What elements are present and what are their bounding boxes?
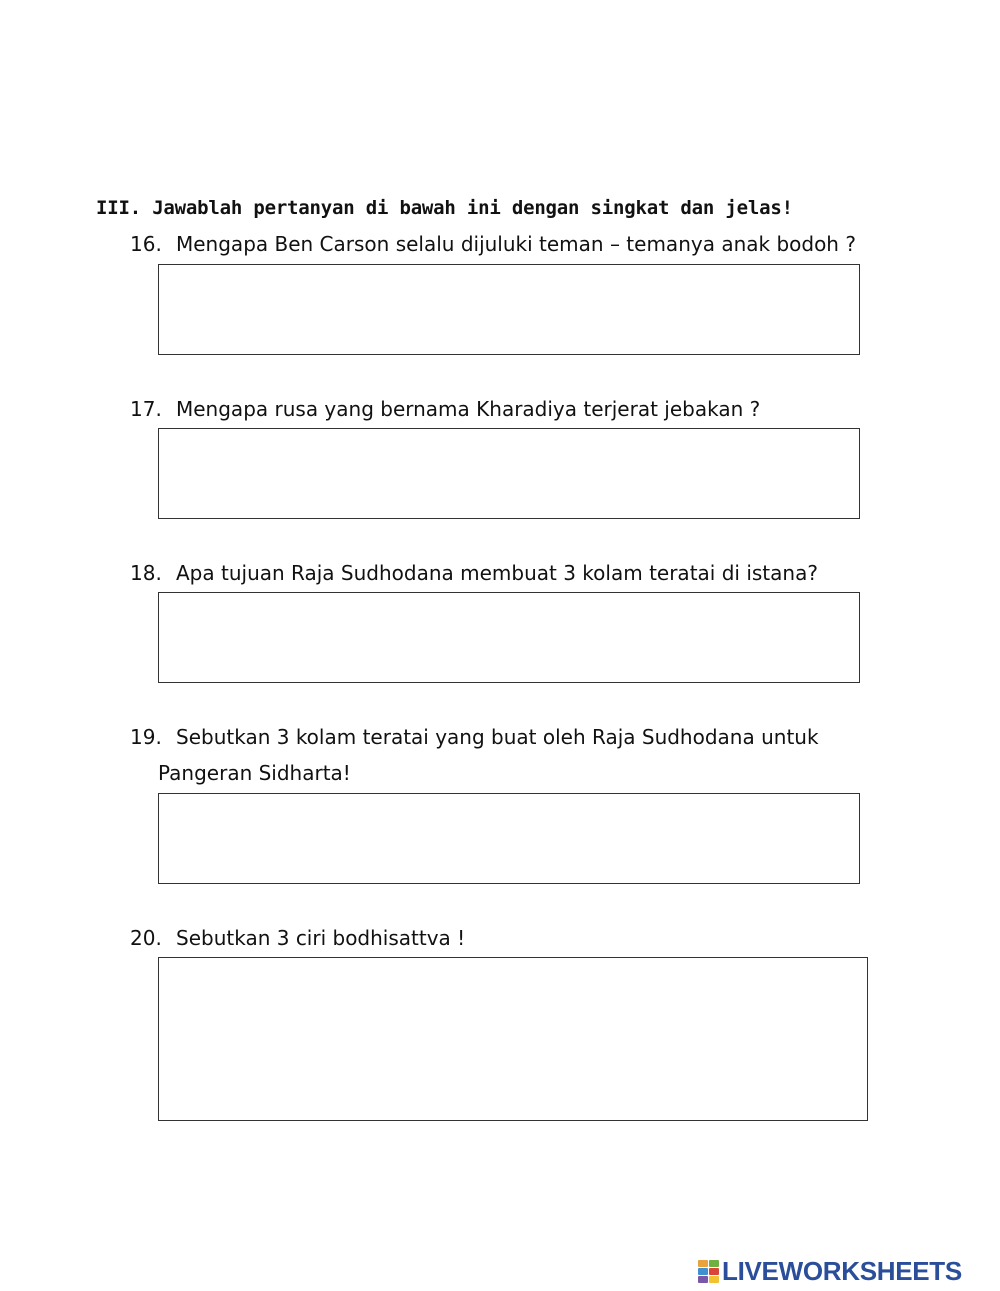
liveworksheets-logo-icon [697,1259,719,1283]
question-number: 20. [130,926,162,950]
answer-box-17[interactable] [158,428,860,519]
answer-box-20[interactable] [158,957,868,1121]
question-17 [130,395,760,423]
section-title: III. Jawablah pertanyan di bawah ini dengan singkat dan jelas! [96,197,793,219]
answer-box-18[interactable] [158,592,860,683]
question-number: 18. [130,561,162,585]
question-18 [130,559,818,587]
question-text: Apa tujuan Raja Sudhodana membuat 3 kolam teratai di istana? [176,561,818,585]
question-number: 19. [130,725,162,749]
question-number: 17. [130,397,162,421]
brand-name: LIVEWORKSHEETS [722,1255,962,1286]
question-19 [130,723,819,787]
question-text: Sebutkan 3 ciri bodhisattva ! [176,926,466,950]
answer-box-16[interactable] [158,264,860,355]
question-text: Mengapa rusa yang bernama Kharadiya terjerat jebakan ? [176,397,761,421]
answer-box-19[interactable] [158,793,860,884]
question-16 [130,230,856,258]
question-number: 16. [130,232,162,256]
question-text-continued: Pangeran Sidharta! [158,761,351,785]
question-text: Mengapa Ben Carson selalu dijuluki teman – temanya anak bodoh ? [176,232,856,256]
question-20 [130,924,465,952]
question-text: Sebutkan 3 kolam teratai yang buat oleh Raja Sudhodana untuk [176,725,819,749]
liveworksheets-brand[interactable] [697,1256,962,1286]
